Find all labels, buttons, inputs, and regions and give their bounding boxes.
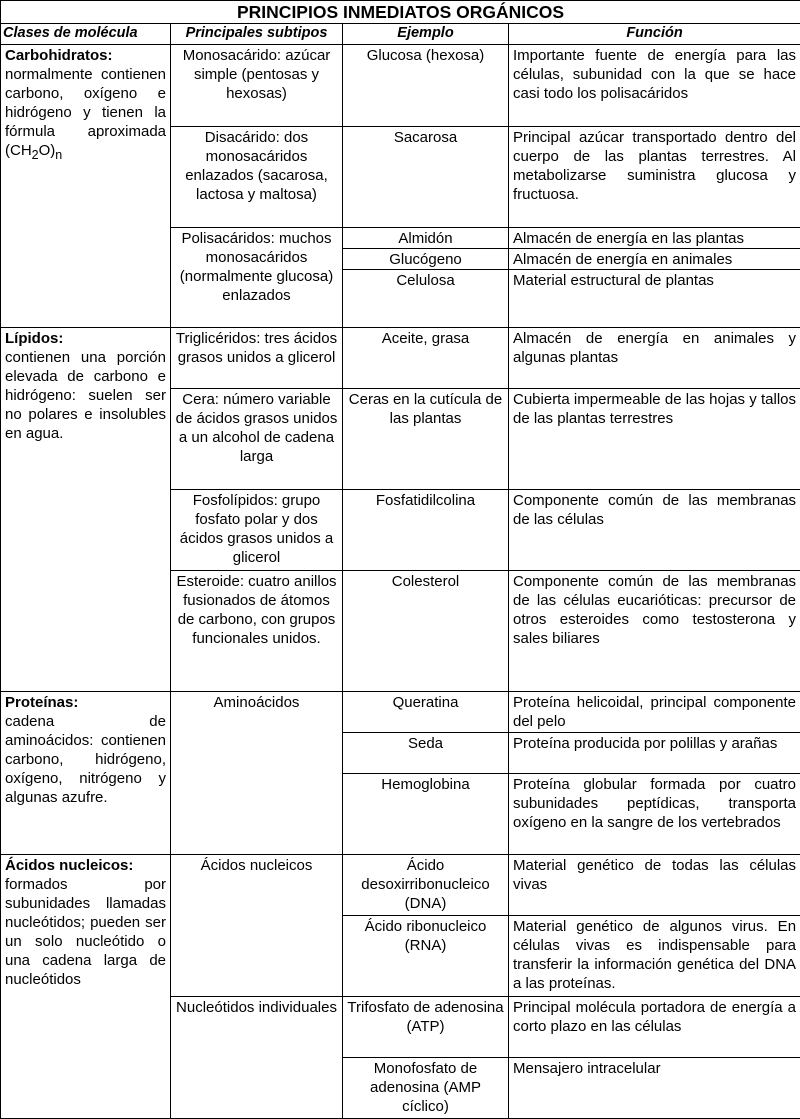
class-lipidos xyxy=(1,328,171,692)
example-cell: Seda xyxy=(343,733,509,774)
function-cell: Componente común de las membranas de las células eucarióticas: precursor de otros esteroides como testosterona y sales biliares xyxy=(509,571,800,692)
class-desc: normalmente contienen carbono, oxígeno e hidrógeno y tienen la fórmula aproximada (CH xyxy=(5,66,166,159)
function-cell: Proteína producida por polillas y arañas xyxy=(509,733,800,774)
subtype-cell: Esteroide: cuatro anillos fusionados de átomos de carbono, con grupos funcionales unidos. xyxy=(171,571,343,692)
class-name: Ácidos nucleicos: xyxy=(5,857,134,874)
formula-part: O) xyxy=(38,142,56,159)
class-proteinas xyxy=(1,692,171,855)
class-desc: cadena de aminoácidos: contienen carbono, hidrógeno, oxígeno, nitrógeno y algunas azufre. xyxy=(5,713,166,806)
class-name: Proteínas: xyxy=(5,694,79,711)
formula-subscript-n: n xyxy=(55,148,63,162)
function-cell: Principal molécula portadora de energía a corto plazo en las células xyxy=(509,997,800,1058)
subtype-cell: Aminoácidos xyxy=(171,692,343,855)
header-subtipos: Principales subtipos xyxy=(171,24,343,45)
example-cell: Celulosa xyxy=(343,270,509,328)
class-name: Carbohidratos: xyxy=(5,47,113,64)
function-cell: Principal azúcar transportado dentro del cuerpo de las plantas terrestres. Al metabolizarse suministra glucosa y fructuosa. xyxy=(509,127,800,228)
header-funcion: Función xyxy=(509,24,800,45)
function-cell: Almacén de energía en las plantas xyxy=(509,228,800,249)
subtype-cell: Fosfolípidos: grupo fosfato polar y dos ácidos grasos unidos a glicerol xyxy=(171,490,343,571)
example-cell: Fosfatidilcolina xyxy=(343,490,509,571)
subtype-cell: Nucleótidos individuales xyxy=(171,997,343,1119)
function-cell: Almacén de energía en animales xyxy=(509,249,800,270)
function-cell: Proteína globular formada por cuatro subunidades peptídicas, transporta oxígeno en la sangre de los vertebrados xyxy=(509,774,800,855)
class-desc: contienen una porción elevada de carbono e hidrógeno: suelen ser no polares e insolubles en agua. xyxy=(5,349,166,442)
page-title: PRINCIPIOS INMEDIATOS ORGÁNICOS xyxy=(1,1,800,24)
example-cell: Ácido ribonucleico (RNA) xyxy=(343,916,509,997)
function-cell: Cubierta impermeable de las hojas y tallos de las plantas terrestres xyxy=(509,389,800,490)
subtype-cell: Polisacáridos: muchos monosacáridos (normalmente glucosa) enlazados xyxy=(171,228,343,328)
example-cell: Trifosfato de adenosina (ATP) xyxy=(343,997,509,1058)
example-cell: Queratina xyxy=(343,692,509,733)
example-cell: Hemoglobina xyxy=(343,774,509,855)
subtype-cell: Triglicéridos: tres ácidos grasos unidos a glicerol xyxy=(171,328,343,389)
example-cell: Almidón xyxy=(343,228,509,249)
class-name: Lípidos: xyxy=(5,330,64,347)
subtype-cell: Ácidos nucleicos xyxy=(171,855,343,997)
function-cell: Proteína helicoidal, principal componente del pelo xyxy=(509,692,800,733)
function-cell: Mensajero intracelular xyxy=(509,1058,800,1119)
class-carbohidratos xyxy=(1,45,171,328)
example-cell: Ácido desoxirribonucleico (DNA) xyxy=(343,855,509,916)
example-cell: Colesterol xyxy=(343,571,509,692)
example-cell: Glucógeno xyxy=(343,249,509,270)
header-clases: Clases de molécula xyxy=(1,24,171,45)
subtype-cell: Monosacárido: azúcar simple (pentosas y hexosas) xyxy=(171,45,343,127)
function-cell: Material genético de algunos virus. En células vivas es indispensable para transferir la información genética del DNA a las proteínas. xyxy=(509,916,800,997)
function-cell: Componente común de las membranas de las células xyxy=(509,490,800,571)
formula-subscript-2: 2 xyxy=(31,148,39,162)
example-cell: Glucosa (hexosa) xyxy=(343,45,509,127)
example-cell: Aceite, grasa xyxy=(343,328,509,389)
function-cell: Material genético de todas las células vivas xyxy=(509,855,800,916)
class-desc: formados por subunidades llamadas nucleótidos; pueden ser un solo nucleótido o una cadena larga de nucleótidos xyxy=(5,876,166,988)
function-cell: Almacén de energía en animales y algunas plantas xyxy=(509,328,800,389)
class-acidos-nucleicos xyxy=(1,855,171,1119)
function-cell: Importante fuente de energía para las células, subunidad con la que se hace casi todo los polisacáridos xyxy=(509,45,800,127)
example-cell: Sacarosa xyxy=(343,127,509,228)
example-cell: Ceras en la cutícula de las plantas xyxy=(343,389,509,490)
example-cell: Monofosfato de adenosina (AMP cíclico) xyxy=(343,1058,509,1119)
function-cell: Material estructural de plantas xyxy=(509,270,800,328)
subtype-cell: Cera: número variable de ácidos grasos unidos a un alcohol de cadena larga xyxy=(171,389,343,490)
header-ejemplo: Ejemplo xyxy=(343,24,509,45)
subtype-cell: Disacárido: dos monosacáridos enlazados (sacarosa, lactosa y maltosa) xyxy=(171,127,343,228)
